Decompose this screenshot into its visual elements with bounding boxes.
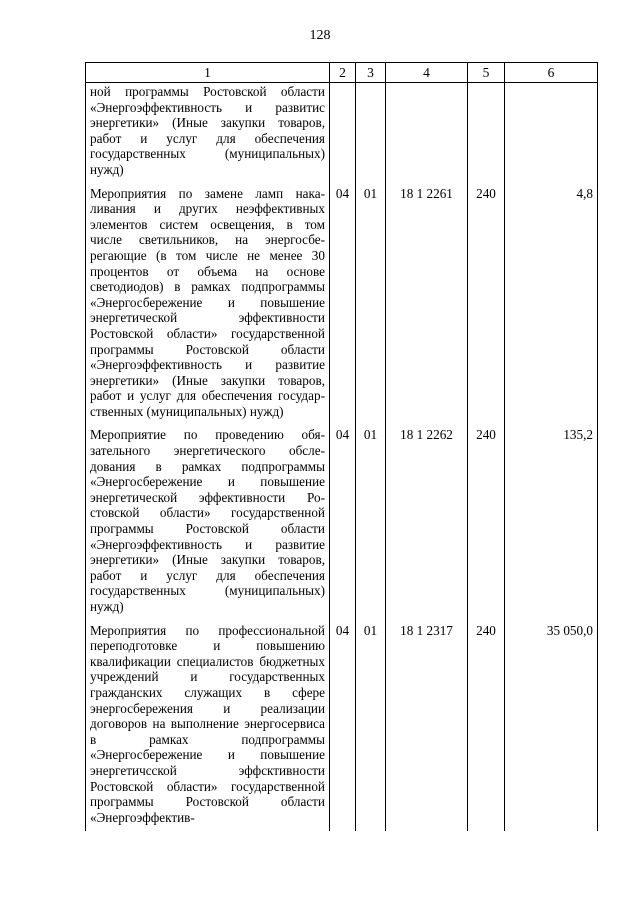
header-col-5: 5 <box>468 63 505 83</box>
row-target-article: 18 1 2317 <box>386 621 468 832</box>
row-amount: 4,8 <box>505 184 598 426</box>
row-expense-type: 240 <box>468 425 505 620</box>
row-subsection: 01 <box>356 184 386 426</box>
row-description: ной программы Ростовской области «Энергоэффективность и развитис энергетики» (Иные закупки товаров, работ и услуг для обеспечения государственных (муниципальных) нужд) <box>86 83 330 184</box>
table-header-row <box>86 63 598 83</box>
row-description: Мероприятия по замене ламп накаливания и других неэффективных элементов систем освещения, в том числе светильников, на энергосберегающие (в том числе не менее 30 процентов от объема на основе светодиодов) в рамках подпрограммы «Энергосбережение и повышение энергетической эффективности Ростовской области» государственной программы Ростовской области «Энергоэффективность и развитие энергетики» (Иные закупки товаров, работ и услуг для обеспечения государственных (муниципальных) нужд) <box>86 184 330 426</box>
row-expense-type: 240 <box>468 621 505 832</box>
header-col-6: 6 <box>505 63 598 83</box>
row-description: Мероприятия по профессиональной переподготовке и повышению квалификации специалистов бюджетных учреждений и государственных гражданских служащих в сфере энергосбережения и реализации договоров на выполнение энергосервиса в рамках подпрограммы «Энергосбережение и повышение энергетичсской эффсктивности Ростовской области» государственной программы Ростовской области «Энергоэффектив- <box>86 621 330 832</box>
row-section: 04 <box>330 425 356 620</box>
row-amount: 35 050,0 <box>505 621 598 832</box>
row-target-article <box>386 83 468 184</box>
row-subsection <box>356 83 386 184</box>
budget-table <box>85 62 598 831</box>
header-col-3: 3 <box>356 63 386 83</box>
row-section: 04 <box>330 621 356 832</box>
header-col-2: 2 <box>330 63 356 83</box>
row-description: Мероприятие по проведению обязательного энергетического обследования в рамках подпрограммы «Энергосбережение и повышение энергетической эффективности Ростовской области» государственной программы Ростовской области «Энергоэффективность и развитие энергетики» (Иные закупки товаров, работ и услуг для обеспечения государственных (муниципальных) нужд) <box>86 425 330 620</box>
row-expense-type <box>468 83 505 184</box>
row-section <box>330 83 356 184</box>
row-target-article: 18 1 2261 <box>386 184 468 426</box>
header-col-4: 4 <box>386 63 468 83</box>
page-number: 128 <box>309 28 331 43</box>
row-expense-type: 240 <box>468 184 505 426</box>
table-row <box>86 184 598 426</box>
table-row <box>86 425 598 620</box>
row-amount <box>505 83 598 184</box>
table-row <box>86 621 598 832</box>
row-section: 04 <box>330 184 356 426</box>
row-target-article: 18 1 2262 <box>386 425 468 620</box>
header-col-1: 1 <box>86 63 330 83</box>
table-row <box>86 83 598 184</box>
row-subsection: 01 <box>356 425 386 620</box>
row-subsection: 01 <box>356 621 386 832</box>
row-amount: 135,2 <box>505 425 598 620</box>
